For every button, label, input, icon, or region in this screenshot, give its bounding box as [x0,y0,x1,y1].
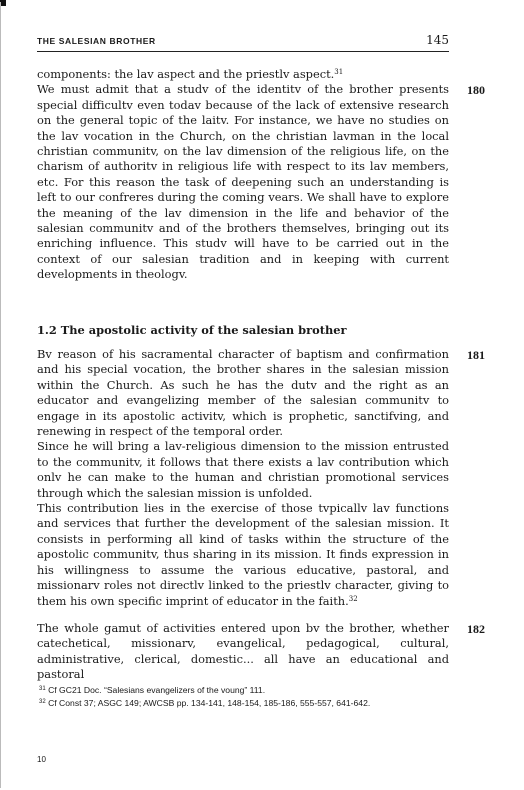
section-text-2 [37,347,485,683]
paragraph-text: We must admit that a studv of the identitv of the brother presents special difficultv even todav because of the lack of extensive research on the general topic of the laitv. For instance, we have no studies on the lav vocation in the Church, on the christian lavman in the local christian communitv, on the lav dimension of the religious life, on the charism of authoritv in religious life with respect to its lav members, etc. For this reason the task of deepening such an understanding is left to our confreres during the coming vears. We shall have to explore the meaning of the lav dimension in the life and behavior of the salesian communitv and of the brothers themselves, bringing out its enriching influence. This studv will have to be carried out in the context of our salesian tradition and in keeping with current developments in theologv. [37,82,449,282]
paragraph-text: This contribution lies in the exercise of those tvpicallv lav functions and services that further the development of the salesian mission. It consists in performing all kind of tasks within the structure of the apostolic communitv, thus sharing in its mission. It finds expression in his willingness to assume the various educative, pastoral, and missionarv roles not directlv linked to the priestlv character, giving to them his own specific imprint of educator in the faith. [37,501,449,608]
paragraph-text: components: the lav aspect and the priestlv aspect. [37,67,335,81]
footer-number: 10 [37,755,46,764]
footnote-text: Cf Const 37; ASGC 149; AWCSB pp. 134-141, 148-154, 185-186, 555-557, 641-642. [48,698,371,708]
margin-number: 181 [467,348,485,362]
paragraph [37,67,449,82]
footnotes [37,684,467,710]
section-text-1 [37,67,485,283]
section-heading: 1.2 The apostolic activity of the salesian brother [37,323,347,337]
paragraph [37,501,449,609]
paragraph-text: Bv reason of his sacramental character of baptism and confirmation and his special vocation, the brother shares in the salesian mission within the Church. As such he has the dutv and the right as an educator and evangelizing member of the salesian communitv to engage in its apostolic activitv, which is prophetic, sanctifving, and renewing in respect of the temporal order. [37,347,449,439]
numbered-paragraph [37,620,485,683]
binding-edge [0,2,5,788]
footnote [37,684,467,697]
margin-number: 182 [467,621,485,636]
running-title: THE SALESIAN BROTHER [37,36,156,46]
footnote-ref: 31 [334,68,344,76]
running-header [37,33,449,52]
page-number: 145 [426,33,449,47]
footnote-number: 32 [39,699,46,705]
margin-number: 180 [467,83,485,98]
paragraph-text: The whole gamut of activities entered upon bv the brother, whether catechetical, missionarv, evangelical, pedagogical, cultural, administrative, clerical, domestic... all have an educational and pastoral [37,620,449,682]
footnote-number: 31 [39,686,46,692]
footnote-text: Cf GC21 Doc. “Salesians evangelizers of the voung” 111. [48,685,266,695]
numbered-paragraph [37,347,485,439]
footnote [37,697,467,710]
footnote-ref: 32 [348,594,358,603]
numbered-paragraph [37,82,485,282]
paragraph-text: Since he will bring a lav-religious dimension to the mission entrusted to the communitv, it follows that there exists a lav contribution which onlv he can make to the human and christian promotional services through which the salesian mission is unfolded. [37,439,449,500]
